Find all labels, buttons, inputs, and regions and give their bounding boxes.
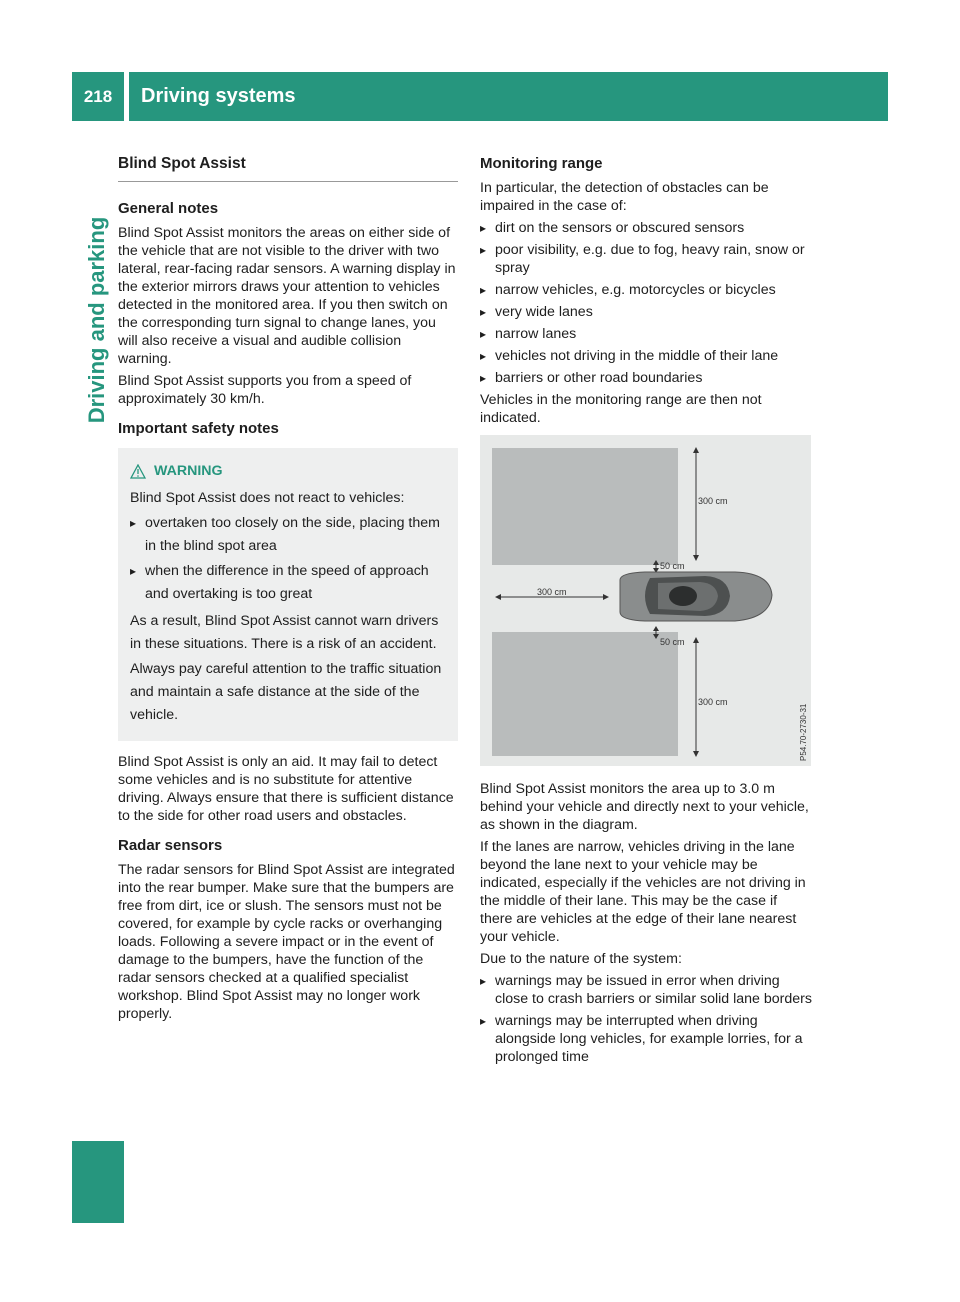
monitoring-range-heading: Monitoring range	[480, 155, 603, 172]
system-nature-list	[480, 972, 813, 1066]
list-item: ▸ narrow vehicles, e.g. motorcycles or bicycles	[480, 281, 813, 299]
safety-notes-heading: Important safety notes	[118, 420, 279, 437]
page-title: Blind Spot Assist	[118, 155, 458, 182]
label-300cm-bottom: 300 cm	[698, 697, 728, 707]
monitoring-list	[480, 219, 813, 387]
system-nature-text: Due to the nature of the system:	[480, 951, 682, 967]
monitoring-area-text: Blind Spot Assist monitors the area up to 3.0 m behind your vehicle and directly next to your vehicle, as shown in the diagram.	[480, 781, 809, 833]
list-item: ▸ barriers or other road boundaries	[480, 369, 813, 387]
narrow-lanes-text: If the lanes are narrow, vehicles driving in the lane beyond the lane next to your vehicle may be indicated, especially if the vehicles are not driving in the middle of their lane. This may be the case if there are vehicles at the edge of their lane nearest your vehicle.	[480, 839, 806, 945]
warning-intro: Blind Spot Assist does not react to vehicles:	[130, 490, 405, 506]
radar-sensors-heading: Radar sensors	[118, 837, 223, 854]
monitored-zone-top	[492, 448, 678, 565]
label-50cm-bottom: 50 cm	[660, 637, 685, 647]
side-tab-marker	[72, 1141, 124, 1223]
list-item: ▸ dirt on the sensors or obscured sensors	[480, 219, 813, 237]
warning-risk: As a result, Blind Spot Assist cannot warn drivers in these situations. There is a risk of an accident.	[130, 613, 439, 652]
warning-triangle-icon	[130, 464, 146, 479]
list-item: ▸ vehicles not driving in the middle of their lane	[480, 347, 813, 365]
list-item: ▸ warnings may be interrupted when driving alongside long vehicles, for example lorries, for a prolonged time	[480, 1012, 813, 1066]
warning-title: WARNING	[154, 463, 223, 479]
aid-text: Blind Spot Assist is only an aid. It may fail to detect some vehicles and is no substitute for attentive driving. Always ensure that there is sufficient distance to the side for other road users and obstacles.	[118, 754, 454, 824]
general-notes-text: Blind Spot Assist monitors the areas on either side of the vehicle that are not visible to the driver with two lateral, rear-facing radar sensors. A warning display in the exterior mirrors draws your attention to vehicles detected in the monitored area. If you then switch on the corresponding turn signal to change lanes, you will also receive a visual and audible collision warning.	[118, 225, 456, 367]
side-tab-label: Driving and parking	[84, 216, 109, 424]
list-item: ▸ narrow lanes	[480, 325, 813, 343]
general-notes-speed: Blind Spot Assist supports you from a speed of approximately 30 km/h.	[118, 373, 412, 407]
monitoring-after: Vehicles in the monitoring range are then not indicated.	[480, 392, 762, 426]
car-top-view	[620, 572, 772, 621]
list-item: ▸ warnings may be issued in error when driving close to crash barriers or similar solid lane borders	[480, 972, 813, 1008]
monitored-zone-bottom	[492, 632, 678, 756]
monitoring-intro: In particular, the detection of obstacles can be impaired in the case of:	[480, 180, 769, 214]
list-item: ▸ when the difference in the speed of approach and overtaking is too great	[130, 560, 448, 606]
radar-sensors-text: The radar sensors for Blind Spot Assist are integrated into the rear bumper. Make sure that the bumpers are free from dirt, ice or slush. The sensors must not be covered, for example by cycle racks or overhanging loads. Following a severe impact or in the event of damage to the bumpers, have the function of the radar sensors checked at a qualified specialist workshop. Blind Spot Assist may no longer work properly.	[118, 862, 455, 1022]
list-item: ▸ poor visibility, e.g. due to fog, heavy rain, snow or spray	[480, 241, 813, 277]
warning-advice: Always pay careful attention to the traffic situation and maintain a safe distance at the side of the vehicle.	[130, 661, 442, 723]
label-300cm-top: 300 cm	[698, 496, 728, 506]
label-50cm-top: 50 cm	[660, 561, 685, 571]
page-number: 218	[72, 72, 124, 121]
general-notes-heading: General notes	[118, 200, 219, 217]
warning-box	[118, 448, 458, 741]
list-item: ▸ very wide lanes	[480, 303, 813, 321]
list-item: ▸ overtaken too closely on the side, placing them in the blind spot area	[130, 512, 448, 558]
left-column	[118, 155, 458, 1027]
figure-code: P54.70-2730-31	[799, 703, 808, 761]
label-300cm-left: 300 cm	[537, 587, 567, 597]
right-column	[480, 155, 813, 1070]
section-title: Driving systems	[129, 72, 888, 121]
monitoring-diagram	[480, 435, 811, 766]
warning-list	[130, 512, 448, 606]
